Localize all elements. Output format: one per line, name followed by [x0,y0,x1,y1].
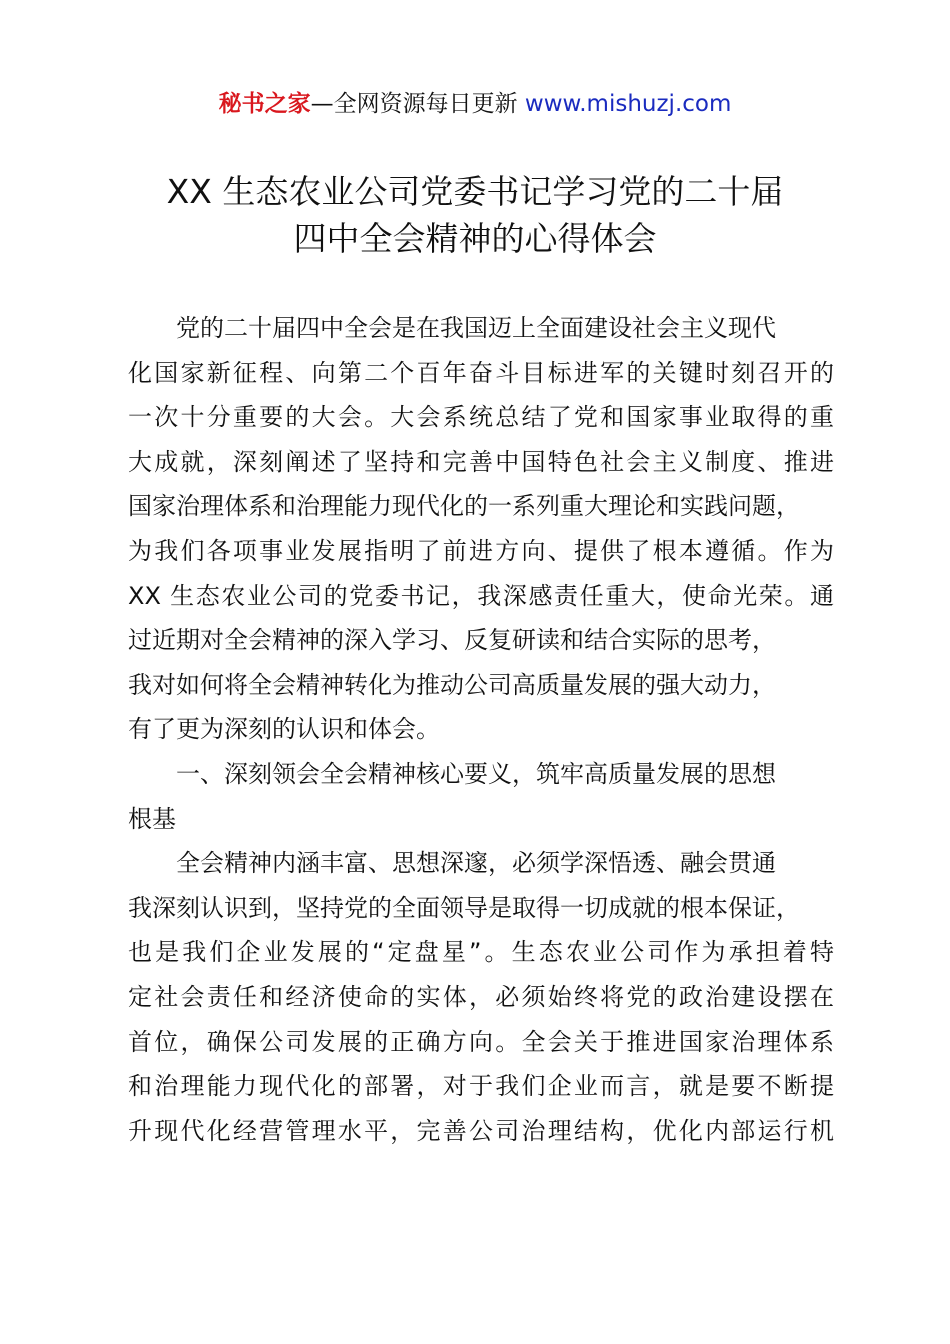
paragraph-line: 首位，确保公司发展的正确方向。全会关于推进国家治理体系 [128,1027,834,1056]
paragraph-line: 一次十分重要的大会。大会系统总结了党和国家事业取得的重 [128,403,834,432]
site-brand: 秘书之家 [218,91,311,117]
paragraph-line: 国家治理体系和治理能力现代化的一系列重大理论和实践问题， [128,492,800,521]
section-heading-line: 根基 [128,804,176,833]
paragraph-line: 我对如何将全会精神转化为推动公司高质量发展的强大动力， [128,670,776,699]
site-url-link[interactable]: www.mishuzj.com [524,91,732,117]
site-slogan: —全网资源每日更新 [310,91,518,117]
paragraph-line: 全会精神内涵丰富、思想深邃，必须学深悟透、融会贯通 [176,849,776,878]
paragraph-line: 化国家新征程、向第二个百年奋斗目标进军的关键时刻召开的 [128,358,834,387]
paragraph-line: 和治理能力现代化的部署，对于我们企业而言，就是要不断提 [128,1072,834,1101]
site-header [0,88,950,120]
paragraph-line: 也是我们企业发展的“定盘星”。生态农业公司作为承担着特 [128,938,834,967]
title-line-2: 四中全会精神的心得体会 [293,219,657,258]
paragraph-line: XX 生态农业公司的党委书记，我深感责任重大，使命光荣。通 [128,581,834,610]
paragraph-line: 定社会责任和经济使命的实体，必须始终将党的政治建设摆在 [128,982,834,1011]
paragraph-line: 过近期对全会精神的深入学习、反复研读和结合实际的思考， [128,626,776,655]
document-title [0,168,950,262]
paragraph-line: 为我们各项事业发展指明了前进方向、提供了根本遵循。作为 [128,536,834,565]
title-line-1: XX 生态农业公司党委书记学习党的二十届 [166,172,784,211]
paragraph-line: 升现代化经营管理水平，完善公司治理结构，优化内部运行机 [128,1116,834,1145]
paragraph-line: 有了更为深刻的认识和体会。 [128,715,440,744]
paragraph-line: 大成就，深刻阐述了坚持和完善中国特色社会主义制度、推进 [128,447,834,476]
paragraph-line: 党的二十届四中全会是在我国迈上全面建设社会主义现代 [176,314,776,342]
paragraph-line: 我深刻认识到，坚持党的全面领导是取得一切成就的根本保证， [128,893,800,922]
document-body [128,306,834,1153]
section-heading-line: 一、深刻领会全会精神核心要义，筑牢高质量发展的思想 [176,759,776,788]
